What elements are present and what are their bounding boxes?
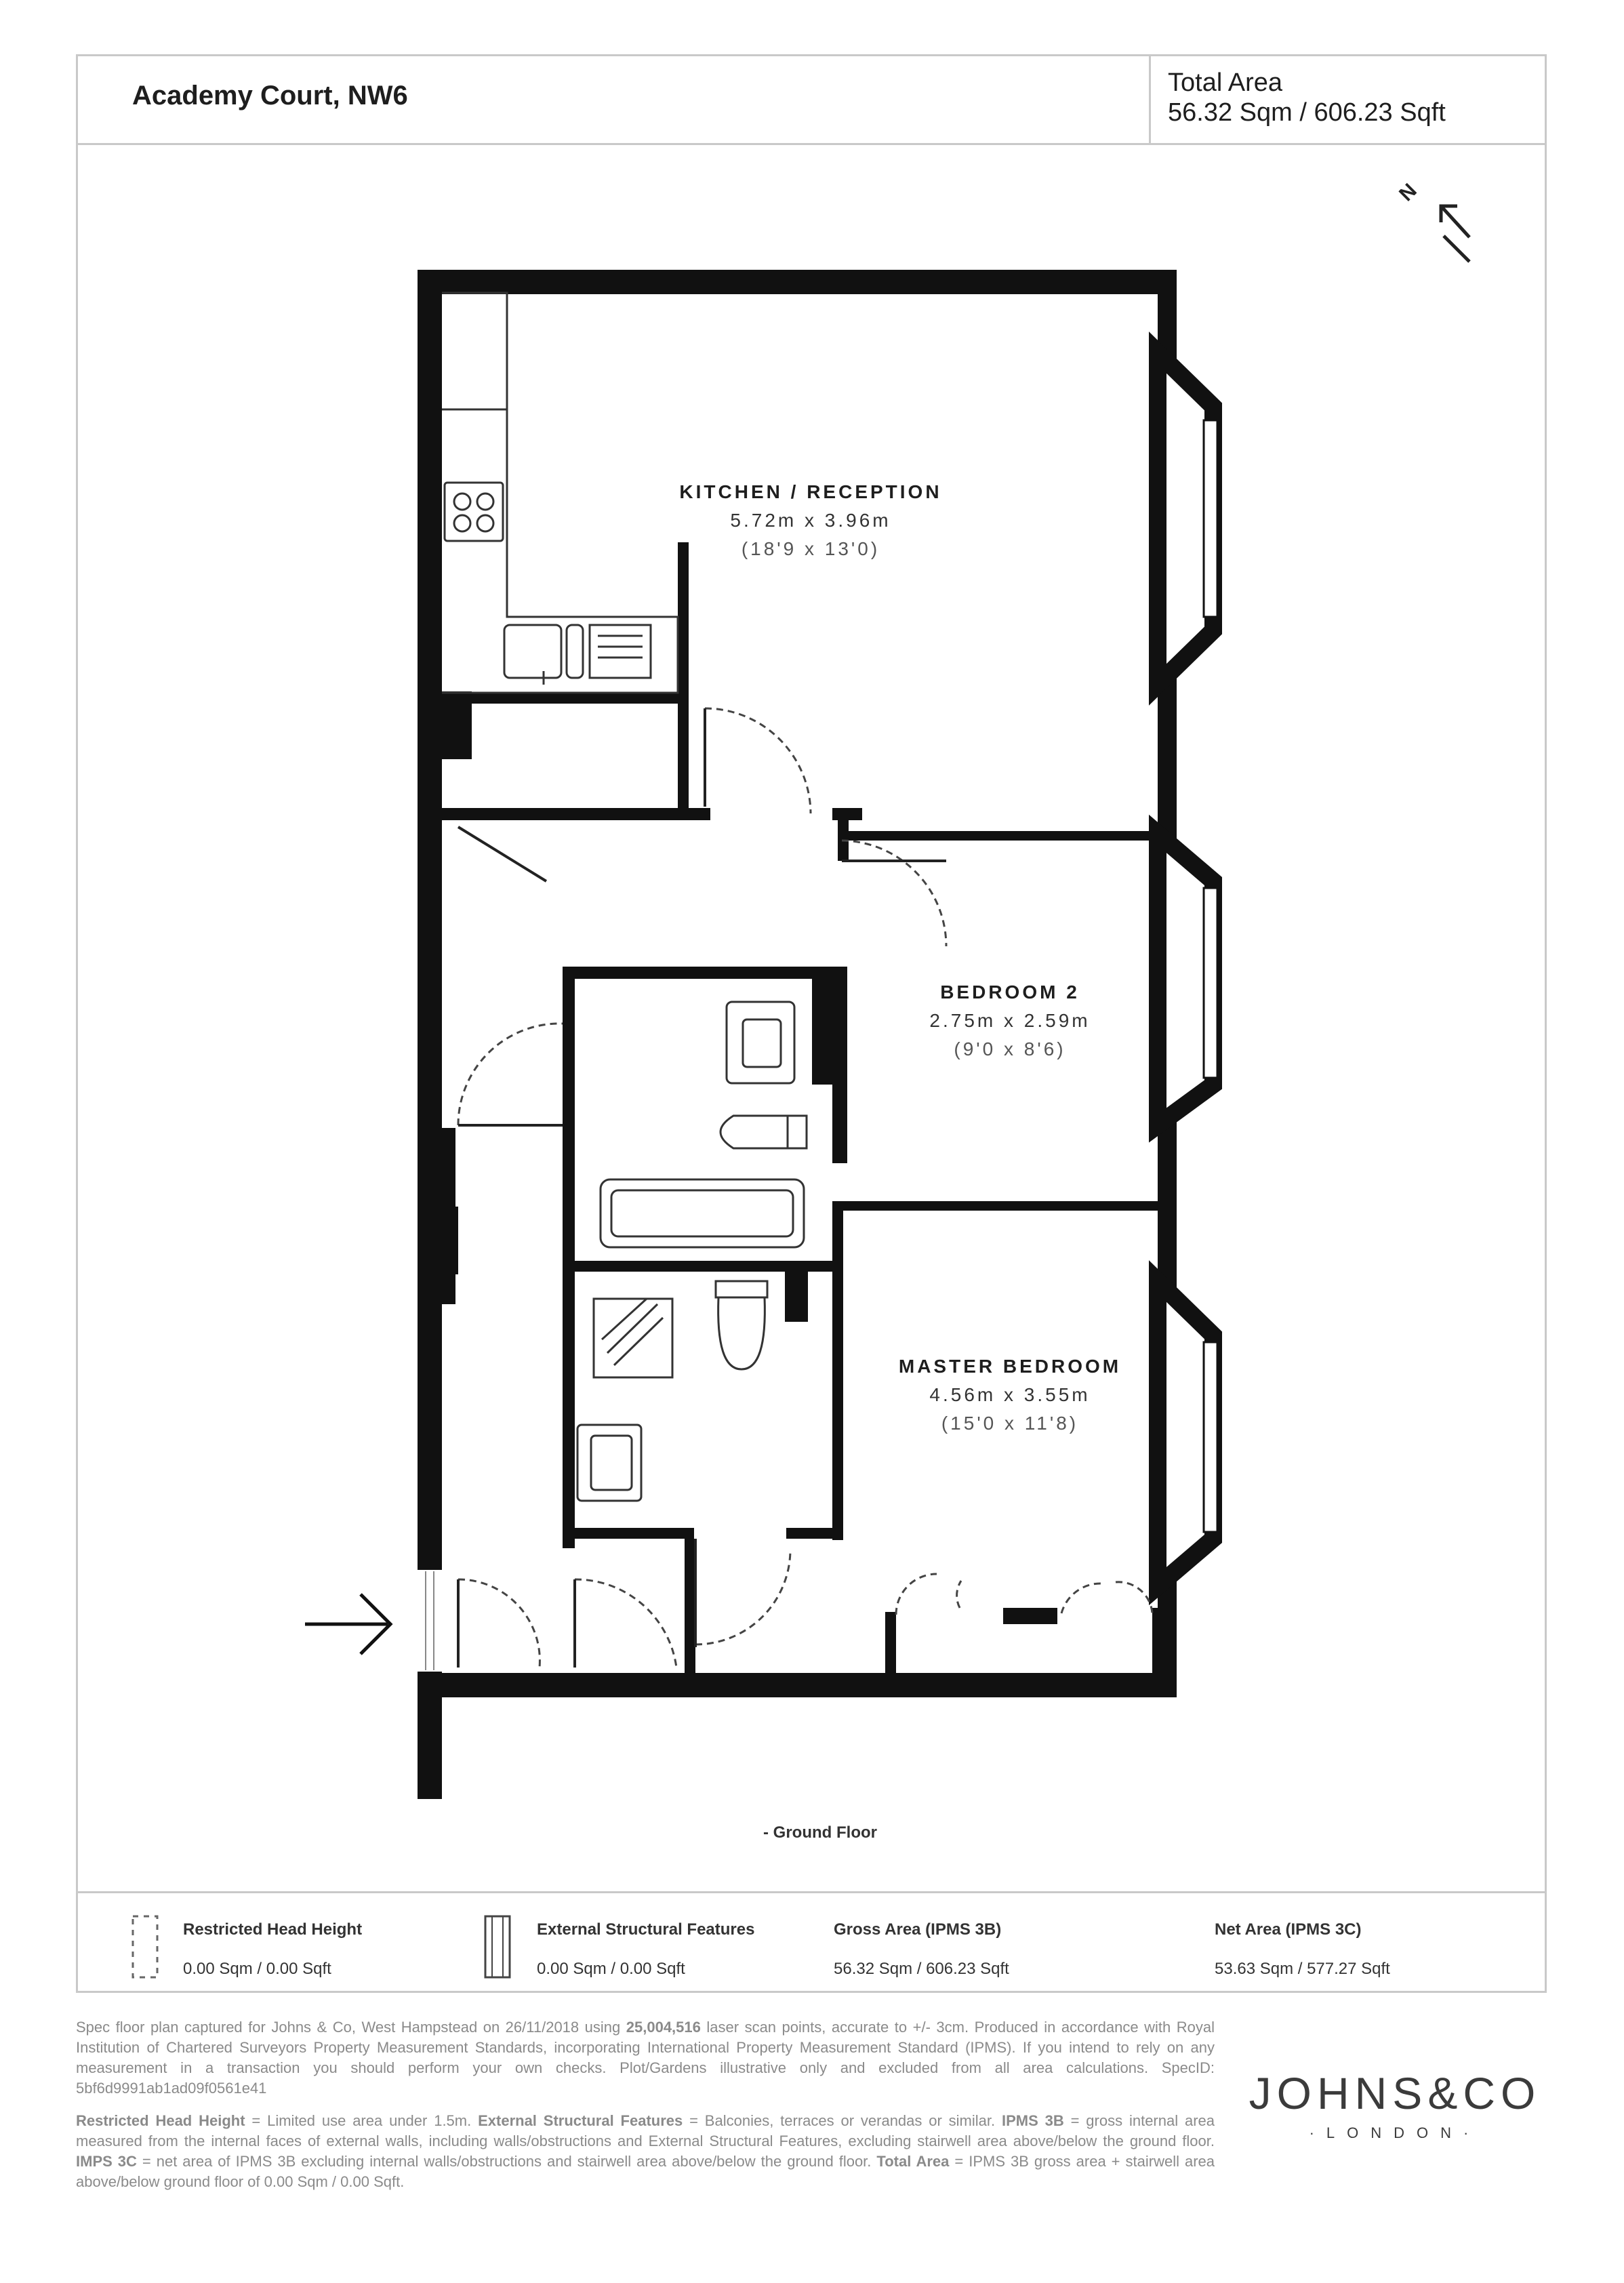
legend-external-label: External Structural Features	[537, 1920, 755, 1939]
room-kitchen-reception	[641, 481, 980, 560]
total-area-label: Total Area	[1168, 68, 1282, 97]
room-metric-size: 5.72m x 3.96m	[730, 510, 891, 531]
north-compass-icon	[1395, 180, 1469, 262]
room-bedroom-2	[840, 982, 1179, 1060]
legend-restricted-label: Restricted Head Height	[183, 1920, 363, 1939]
room-metric-size: 2.75m x 2.59m	[929, 1010, 1091, 1031]
room-name: MASTER BEDROOM	[898, 1356, 1122, 1377]
floor-label: - Ground Floor	[763, 1823, 877, 1842]
interior-walls	[442, 542, 1163, 1676]
room-imperial-size: (15'0 x 11'8)	[941, 1413, 1079, 1434]
room-imperial-size: (9'0 x 8'6)	[954, 1038, 1066, 1059]
room-imperial-size: (18'9 x 13'0)	[741, 538, 880, 559]
bathroom-fittings	[577, 1002, 807, 1501]
entrance-gap	[418, 1570, 442, 1672]
legend-restricted-value: 0.00 Sqm / 0.00 Sqft	[183, 1960, 331, 1978]
footer-definitions: Restricted Head Height = Limited use area under 1.5m. External Structural Features = Balconies, terraces or verandas or similar. IPMS 3B = gross internal area measured from the internal faces of external walls, including walls/obstructions and External Structural Features, excluding stairwell area above/below the ground floor. IMPS 3C = net area of IPMS 3B excluding internal walls/obstructions and stairwell area above/below the ground floor. Total Area = IPMS 3B gross area + stairwell area above/below ground floor of 0.00 Sqm / 0.00 Sqft.	[76, 2112, 1215, 2190]
external-structural-features-icon	[483, 1914, 512, 1981]
room-name: BEDROOM 2	[940, 982, 1080, 1003]
footer-disclaimer: Spec floor plan captured for Johns & Co, West Hampstead on 26/11/2018 using 25,004,516 laser scan points, accurate to +/- 3cm. Produced in accordance with Royal Institution of Chartered Surveyors Property Measurement Standards, incorporating International Property Measurement Standard (IPMS). If you intend to rely on any measurement in a transaction you should perform your own checks. Plot/Gardens illustrative only and excluded from all area calculations. SpecID: 5bf6d9991ab1ad09f0561e41	[76, 2019, 1215, 2097]
legend-gross-label: Gross Area (IPMS 3B)	[834, 1920, 1002, 1939]
restricted-head-height-icon	[130, 1914, 160, 1981]
logo-subtext: ·LONDON·	[1309, 2124, 1481, 2141]
total-area-value: 56.32 Sqm / 606.23 Sqft	[1168, 98, 1446, 127]
room-name: KITCHEN / RECEPTION	[679, 481, 942, 502]
legend-net-value: 53.63 Sqm / 577.27 Sqft	[1215, 1960, 1390, 1978]
property-title: Academy Court, NW6	[132, 81, 408, 110]
legend-external-value: 0.00 Sqm / 0.00 Sqft	[537, 1960, 685, 1978]
area-legend	[76, 1891, 1547, 1993]
room-master-bedroom	[840, 1356, 1179, 1434]
svg-text:N: N	[1395, 179, 1421, 206]
entrance-arrow-icon	[305, 1594, 390, 1654]
logo-text: JOHNS&CO	[1249, 2068, 1541, 2118]
legend-gross-value: 56.32 Sqm / 606.23 Sqft	[834, 1960, 1009, 1978]
door-swings	[458, 708, 1152, 1668]
legend-net-label: Net Area (IPMS 3C)	[1215, 1920, 1362, 1939]
room-metric-size: 4.56m x 3.55m	[929, 1384, 1091, 1405]
johns-co-logo	[1246, 2067, 1544, 2142]
